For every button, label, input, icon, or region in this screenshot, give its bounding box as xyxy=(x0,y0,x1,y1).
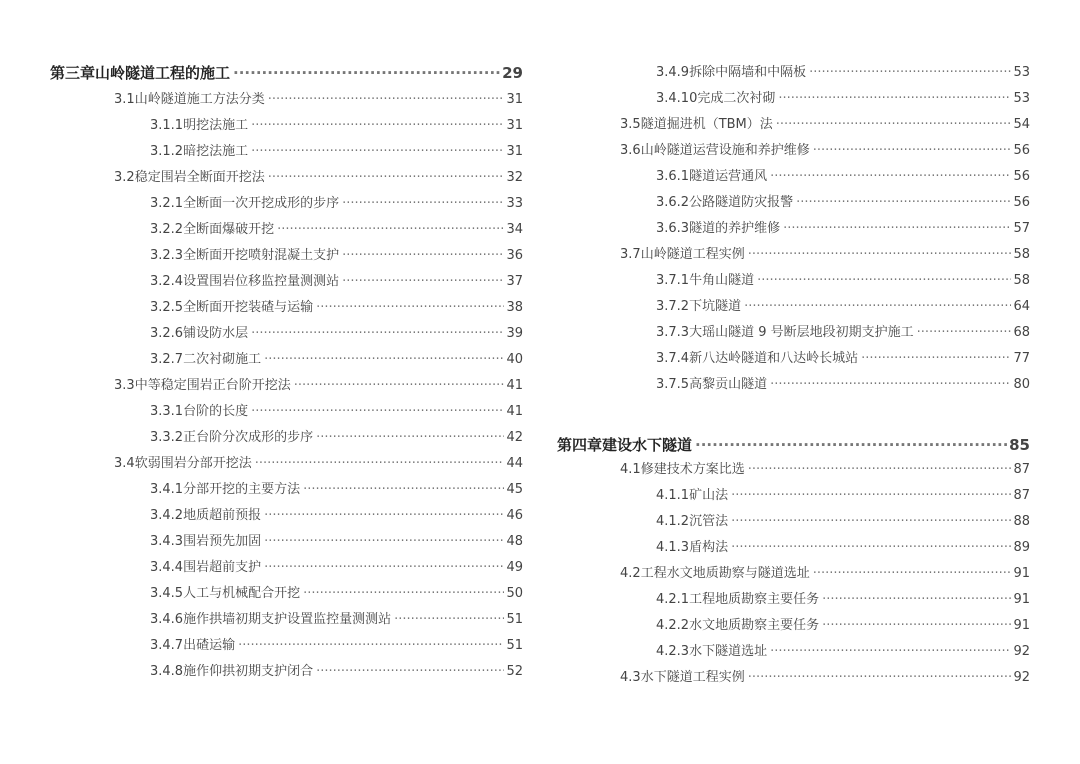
toc-page-number: 51 xyxy=(506,612,523,627)
toc-page-number: 29 xyxy=(502,64,523,82)
dot-leader xyxy=(731,513,1011,531)
toc-page-number: 88 xyxy=(1013,514,1030,529)
dot-leader xyxy=(303,481,504,499)
toc-number: 3.2 xyxy=(114,170,135,185)
toc-section xyxy=(620,461,1030,479)
toc-title: 沉管法 xyxy=(689,514,729,529)
toc-number: 3.2.5 xyxy=(150,300,184,315)
toc-subsection xyxy=(150,195,523,213)
toc-number: 3.4.3 xyxy=(150,534,184,549)
toc-title: 水下隧道选址 xyxy=(689,644,768,659)
toc-number: 3.1 xyxy=(114,92,135,107)
toc-page-number: 41 xyxy=(506,378,523,393)
toc-subsection xyxy=(656,168,1030,186)
toc-title: 矿山法 xyxy=(689,488,729,503)
toc-subsection xyxy=(656,90,1030,108)
toc-page-number: 56 xyxy=(1013,195,1030,210)
toc-title: 水文地质勘察主要任务 xyxy=(689,618,820,633)
dot-leader xyxy=(813,142,1012,160)
dot-leader xyxy=(268,169,505,187)
toc-number: 3.4.2 xyxy=(150,508,184,523)
toc-page-number: 31 xyxy=(506,92,523,107)
dot-leader xyxy=(342,273,504,291)
toc-chapter xyxy=(50,64,523,82)
toc-page-number: 44 xyxy=(506,456,523,471)
toc-page-number: 38 xyxy=(506,300,523,315)
dot-leader xyxy=(264,559,504,577)
toc-number: 3.6.2 xyxy=(656,195,690,210)
toc-subsection xyxy=(150,507,523,525)
toc-page-number: 32 xyxy=(506,170,523,185)
dot-leader xyxy=(748,669,1012,687)
toc-page-number: 50 xyxy=(506,586,523,601)
dot-leader xyxy=(251,403,504,421)
toc-title: 全断面开挖喷射混凝土支护 xyxy=(183,248,340,263)
toc-title: 大瑶山隧道 9 号断层地段初期支护施工 xyxy=(689,325,914,340)
toc-page-number: 91 xyxy=(1013,566,1030,581)
toc-title: 修建技术方案比选 xyxy=(640,462,745,477)
toc-page-number: 58 xyxy=(1013,247,1030,262)
dot-leader xyxy=(233,64,500,82)
toc-title: 隧道掘进机（TBM）法 xyxy=(640,117,773,132)
toc-number: 3.6.1 xyxy=(656,169,690,184)
toc-page-number: 33 xyxy=(506,196,523,211)
dot-leader xyxy=(861,350,1011,368)
dot-leader xyxy=(264,507,504,525)
toc-subsection xyxy=(150,325,523,343)
toc-page-number: 54 xyxy=(1013,117,1030,132)
toc-title: 山岭隧道工程实例 xyxy=(640,247,745,262)
toc-page-number: 48 xyxy=(506,534,523,549)
dot-leader xyxy=(796,194,1011,212)
toc-number: 3.2.6 xyxy=(150,326,184,341)
toc-title: 隧道运营通风 xyxy=(689,169,768,184)
toc-title: 围岩超前支护 xyxy=(183,560,262,575)
toc-number: 4.1.1 xyxy=(656,488,690,503)
toc-title: 隧道的养护维修 xyxy=(689,221,781,236)
toc-title: 拆除中隔墙和中隔板 xyxy=(689,65,807,80)
toc-title: 铺设防水层 xyxy=(183,326,249,341)
dot-leader xyxy=(783,220,1011,238)
toc-subsection xyxy=(150,533,523,551)
toc-page-number: 56 xyxy=(1013,143,1030,158)
toc-title: 中等稳定围岩正台阶开挖法 xyxy=(134,378,291,393)
toc-title: 下坑隧道 xyxy=(689,299,742,314)
toc-title: 建设水下隧道 xyxy=(602,436,693,454)
toc-number: 4.3 xyxy=(620,670,641,685)
dot-leader xyxy=(251,143,504,161)
toc-number: 4.2.1 xyxy=(656,592,690,607)
dot-leader xyxy=(316,663,504,681)
toc-subsection xyxy=(150,117,523,135)
toc-page-number: 58 xyxy=(1013,273,1030,288)
toc-title: 工程水文地质勘察与隧道选址 xyxy=(640,566,810,581)
toc-number: 3.7.3 xyxy=(656,325,690,340)
toc-title: 完成二次衬砌 xyxy=(697,91,776,106)
toc-section xyxy=(114,169,523,187)
dot-leader xyxy=(770,376,1011,394)
toc-subsection xyxy=(150,429,523,447)
toc-number: 3.7 xyxy=(620,247,641,262)
dot-leader xyxy=(778,90,1011,108)
toc-number: 3.4.5 xyxy=(150,586,184,601)
toc-number: 3.4.4 xyxy=(150,560,184,575)
toc-subsection xyxy=(656,376,1030,394)
dot-leader xyxy=(757,272,1011,290)
toc-subsection xyxy=(656,487,1030,505)
toc-number: 3.5 xyxy=(620,117,641,132)
toc-page-number: 31 xyxy=(506,118,523,133)
dot-leader xyxy=(303,585,504,603)
toc-page-number: 31 xyxy=(506,144,523,159)
toc-subsection xyxy=(656,350,1030,368)
dot-leader xyxy=(264,533,504,551)
dot-leader xyxy=(770,168,1011,186)
toc-page-number: 57 xyxy=(1013,221,1030,236)
dot-leader xyxy=(917,324,1012,342)
toc-subsection xyxy=(150,585,523,603)
toc-number: 3.4.7 xyxy=(150,638,184,653)
toc-title: 台阶的长度 xyxy=(183,404,249,419)
toc-page-number: 87 xyxy=(1013,488,1030,503)
toc-number: 3.4.8 xyxy=(150,664,184,679)
toc-number: 3.7.2 xyxy=(656,299,690,314)
toc-number: 3.1.2 xyxy=(150,144,184,159)
toc-chapter xyxy=(557,436,1030,454)
toc-section xyxy=(114,455,523,473)
toc-title: 水下隧道工程实例 xyxy=(640,670,745,685)
toc-title: 全断面一次开挖成形的步序 xyxy=(183,196,340,211)
toc-title: 设置围岩位移监控量测测站 xyxy=(183,274,340,289)
toc-page-number: 85 xyxy=(1009,436,1030,454)
toc-subsection xyxy=(150,247,523,265)
dot-leader xyxy=(813,565,1012,583)
toc-page-number: 36 xyxy=(506,248,523,263)
toc-page-number: 89 xyxy=(1013,540,1030,555)
toc-page-number: 45 xyxy=(506,482,523,497)
toc-number: 第三章 xyxy=(50,64,96,82)
toc-page-number: 77 xyxy=(1013,351,1030,366)
toc-subsection xyxy=(656,272,1030,290)
toc-section xyxy=(620,565,1030,583)
toc-page-number: 92 xyxy=(1013,644,1030,659)
toc-subsection xyxy=(150,273,523,291)
toc-number: 3.6.3 xyxy=(656,221,690,236)
dot-leader xyxy=(394,611,504,629)
toc-number: 3.7.1 xyxy=(656,273,690,288)
toc-title: 公路隧道防灾报警 xyxy=(689,195,794,210)
toc-number: 3.3.1 xyxy=(150,404,184,419)
toc-section xyxy=(114,377,523,395)
toc-number: 3.4.6 xyxy=(150,612,184,627)
dot-leader xyxy=(770,643,1011,661)
toc-number: 3.2.1 xyxy=(150,196,184,211)
toc-page-number: 91 xyxy=(1013,618,1030,633)
dot-leader xyxy=(695,436,1007,454)
toc-subsection xyxy=(150,481,523,499)
toc-page-number: 87 xyxy=(1013,462,1030,477)
dot-leader xyxy=(809,64,1011,82)
toc-number: 3.6 xyxy=(620,143,641,158)
toc-title: 全断面开挖装碴与运输 xyxy=(183,300,314,315)
toc-title: 稳定围岩全断面开挖法 xyxy=(134,170,265,185)
toc-number: 第四章 xyxy=(557,436,603,454)
toc-page-number: 53 xyxy=(1013,91,1030,106)
dot-leader xyxy=(277,221,504,239)
dot-leader xyxy=(255,455,505,473)
toc-page-number: 64 xyxy=(1013,299,1030,314)
toc-title: 工程地质勘察主要任务 xyxy=(689,592,820,607)
toc-title: 暗挖法施工 xyxy=(183,144,249,159)
toc-page-number: 51 xyxy=(506,638,523,653)
toc-subsection xyxy=(656,298,1030,316)
toc-subsection xyxy=(656,513,1030,531)
toc-subsection xyxy=(150,299,523,317)
toc-number: 3.1.1 xyxy=(150,118,184,133)
toc-page-number: 34 xyxy=(506,222,523,237)
dot-leader xyxy=(316,429,504,447)
toc-title: 全断面爆破开挖 xyxy=(183,222,275,237)
toc-title: 人工与机械配合开挖 xyxy=(183,586,301,601)
toc-title: 围岩预先加固 xyxy=(183,534,262,549)
toc-subsection xyxy=(150,403,523,421)
toc-subsection xyxy=(656,591,1030,609)
toc-title: 地质超前预报 xyxy=(183,508,262,523)
toc-number: 4.2 xyxy=(620,566,641,581)
toc-page-number: 68 xyxy=(1013,325,1030,340)
toc-number: 4.2.3 xyxy=(656,644,690,659)
toc-title: 明挖法施工 xyxy=(183,118,249,133)
toc-section xyxy=(620,246,1030,264)
dot-leader xyxy=(822,617,1011,635)
toc-number: 3.7.4 xyxy=(656,351,690,366)
toc-title: 分部开挖的主要方法 xyxy=(183,482,301,497)
toc-page-number: 56 xyxy=(1013,169,1030,184)
dot-leader xyxy=(342,247,504,265)
toc-title: 牛角山隧道 xyxy=(689,273,755,288)
toc-title: 施作拱墙初期支护设置监控量测测站 xyxy=(183,612,392,627)
toc-page-number: 39 xyxy=(506,326,523,341)
toc-number: 4.2.2 xyxy=(656,618,690,633)
dot-leader xyxy=(822,591,1011,609)
dot-leader xyxy=(744,298,1011,316)
dot-leader xyxy=(268,91,505,109)
dot-leader xyxy=(251,117,504,135)
toc-subsection xyxy=(656,539,1030,557)
toc-title: 山岭隧道运营设施和养护维修 xyxy=(640,143,810,158)
toc-subsection xyxy=(150,637,523,655)
toc-page-number: 41 xyxy=(506,404,523,419)
dot-leader xyxy=(731,539,1011,557)
toc-subsection xyxy=(656,220,1030,238)
toc-number: 3.4 xyxy=(114,456,135,471)
toc-number: 4.1.2 xyxy=(656,514,690,529)
toc-subsection xyxy=(150,143,523,161)
toc-page-number: 80 xyxy=(1013,377,1030,392)
toc-subsection xyxy=(656,643,1030,661)
toc-section xyxy=(620,116,1030,134)
dot-leader xyxy=(294,377,505,395)
toc-title: 新八达岭隧道和八达岭长城站 xyxy=(689,351,859,366)
toc-page-number: 92 xyxy=(1013,670,1030,685)
toc-number: 3.2.3 xyxy=(150,248,184,263)
dot-leader xyxy=(731,487,1011,505)
toc-page-number: 52 xyxy=(506,664,523,679)
toc-number: 3.4.9 xyxy=(656,65,690,80)
toc-number: 3.3.2 xyxy=(150,430,184,445)
toc-page-number: 49 xyxy=(506,560,523,575)
dot-leader xyxy=(748,461,1012,479)
toc-page-number: 46 xyxy=(506,508,523,523)
toc-title: 山岭隧道施工方法分类 xyxy=(134,92,265,107)
toc-title: 高黎贡山隧道 xyxy=(689,377,768,392)
toc-section xyxy=(620,669,1030,687)
toc-title: 山岭隧道工程的施工 xyxy=(95,64,231,82)
toc-number: 4.1.3 xyxy=(656,540,690,555)
toc-subsection xyxy=(150,221,523,239)
dot-leader xyxy=(251,325,504,343)
dot-leader xyxy=(776,116,1012,134)
toc-page-number: 53 xyxy=(1013,65,1030,80)
toc-title: 正台阶分次成形的步序 xyxy=(183,430,314,445)
toc-page-number: 91 xyxy=(1013,592,1030,607)
toc-title: 盾构法 xyxy=(689,540,729,555)
toc-page-number: 42 xyxy=(506,430,523,445)
toc-title: 二次衬砌施工 xyxy=(183,352,262,367)
dot-leader xyxy=(238,637,504,655)
toc-number: 3.2.4 xyxy=(150,274,184,289)
dot-leader xyxy=(264,351,504,369)
toc-number: 3.4.1 xyxy=(150,482,184,497)
toc-number: 3.4.10 xyxy=(656,91,698,106)
toc-subsection xyxy=(150,663,523,681)
toc-number: 3.2.2 xyxy=(150,222,184,237)
toc-subsection xyxy=(150,611,523,629)
dot-leader xyxy=(316,299,504,317)
toc-subsection xyxy=(656,617,1030,635)
dot-leader xyxy=(342,195,504,213)
toc-subsection xyxy=(656,194,1030,212)
toc-section xyxy=(620,142,1030,160)
toc-number: 3.3 xyxy=(114,378,135,393)
toc-number: 3.7.5 xyxy=(656,377,690,392)
dot-leader xyxy=(748,246,1012,264)
toc-subsection xyxy=(656,64,1030,82)
toc-section xyxy=(114,91,523,109)
toc-page-number: 40 xyxy=(506,352,523,367)
toc-title: 软弱围岩分部开挖法 xyxy=(134,456,252,471)
toc-number: 3.2.7 xyxy=(150,352,184,367)
toc-title: 施作仰拱初期支护闭合 xyxy=(183,664,314,679)
toc-subsection xyxy=(150,559,523,577)
toc-title: 出碴运输 xyxy=(183,638,236,653)
toc-subsection xyxy=(150,351,523,369)
toc-subsection xyxy=(656,324,1030,342)
toc-page-number: 37 xyxy=(506,274,523,289)
toc-number: 4.1 xyxy=(620,462,641,477)
